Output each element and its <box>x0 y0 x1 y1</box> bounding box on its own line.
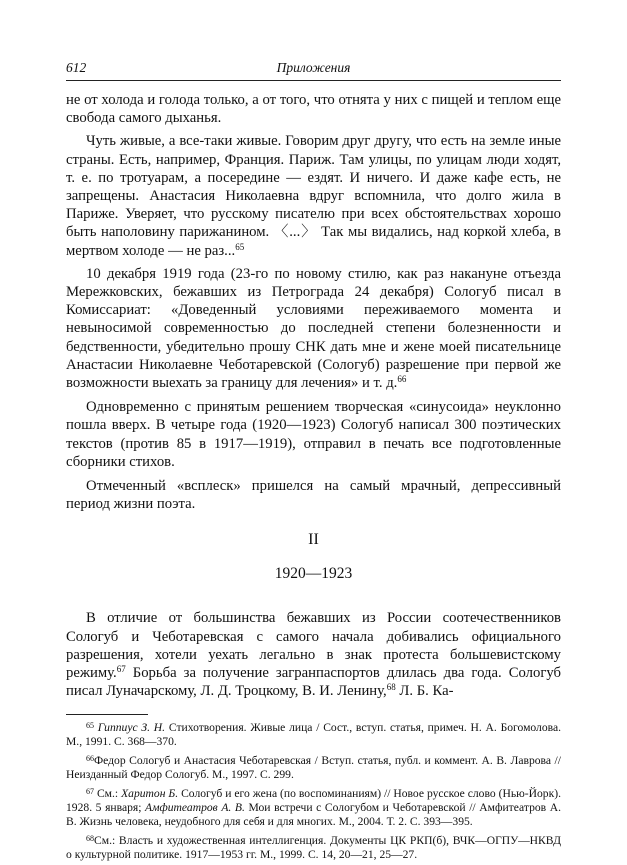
footnote-65 <box>66 719 561 749</box>
paragraph-3-text: 10 декабря 1919 года (23-го по новому стилю, как раз накануне отъезда Мережковских, бежавших из Петрограда 24 декабря) Сологуб писал в Комиссариат: «Доведенный условиями переживаемого момента и невыносимой современностью до последней степени болезненности и бедственности, убедительно прошу СНК дать мне и жене моей писательнице Анастасии Николаевне Чеботаревской (Сологуб) разрешение при первой же возможности выехать за границу для лечения» и т. д. <box>66 265 561 392</box>
footnote-ref-65[interactable]: 65 <box>235 241 245 252</box>
footnote-author: Гиппиус З. Н. <box>97 721 166 735</box>
footnote-text: См.: Власть и художественная интеллигенция. Документы ЦК РКП(б), ВЧК—ОГПУ—НКВД о культурной политике. 1917—1953 гг. М., 1999. С. 14, 20—21, 25—27. <box>66 834 561 862</box>
paragraph-6-text-a: В отличие от большинства бежавших из России соотечественников Сологуб и Чеботаревская с самого начала добивались официального разрешения, хотели уехать легально в знак протеста большевистскому режиму. <box>66 610 561 682</box>
section-text <box>66 609 561 700</box>
footnote-prefix: См.: <box>96 787 122 801</box>
footnote-number: 66 <box>86 754 94 764</box>
running-title: Приложения <box>276 60 351 75</box>
paragraph-6-text-c: Л. Б. Ка- <box>395 683 454 700</box>
paragraph-1 <box>66 91 561 127</box>
paragraph-5-text: Отмеченный «всплеск» пришелся на самый мрачный, депрессивный период жизни поэта. <box>66 478 561 513</box>
footnote-text: Федор Сологуб и Анастасия Чеботаревская / Вступ. статья, публ. и коммент. А. В. Лаврова // Неизданный Федор Сологуб. М., 1997. С. 299. <box>66 754 561 782</box>
paragraph-6 <box>66 609 561 700</box>
paragraph-6-text-b: Борьба за получение загранпаспортов длилась два года. Сологуб писал Луначарскому, Л. Д. Троцкому, В. И. Ленину, <box>66 665 561 700</box>
footnote-text: Сологуб и его жена (по воспоминаниям) // Новое русское слово (Нью-Йорк). 1928. 5 января; <box>66 787 562 815</box>
paragraph-1-text: не от холода и голода только, а от того, что отнята у них с пищей и теплом еще свобода самого дыханья. <box>66 92 561 127</box>
paragraph-4-text: Одновременно с принятым решением творческая «синусоида» неуклонно пошла вверх. В четыре года (1920—1923) Сологуб написал 300 поэтических текстов (против 85 в 1917—1919), отправил в печать все подготовленные сборники стихов. <box>66 399 561 470</box>
section-years: 1920—1923 <box>274 565 353 583</box>
footnote-ref-67[interactable]: 67 <box>116 664 126 675</box>
header-rule <box>66 80 561 81</box>
paragraph-5 <box>66 477 561 513</box>
footnote-67 <box>66 785 561 829</box>
footnote-rule <box>66 714 148 715</box>
paragraph-3 <box>66 265 561 392</box>
footnote-ref-68[interactable]: 68 <box>386 682 396 693</box>
paragraph-2 <box>66 132 561 259</box>
section-number: II <box>308 531 319 549</box>
footnotes <box>66 719 561 862</box>
footnote-68 <box>66 832 561 862</box>
footnote-author: Харитон Б. <box>121 787 179 801</box>
running-head <box>66 58 561 80</box>
footnote-66 <box>66 752 561 782</box>
footnote-number: 68 <box>86 834 94 844</box>
book-page <box>66 58 561 865</box>
footnote-text-2: Мои встречи с Сологубом и Чеботаревской // Амфитеатров А. В. Жизнь человека, неудобного для себя и для многих. М., 2004. Т. 2. С. 393—395. <box>66 801 562 829</box>
footnote-author-2: Амфитеатров А. В. <box>145 801 245 815</box>
main-text <box>66 91 561 513</box>
footnote-text: Стихотворения. Живые лица / Сост., вступ. статья, примеч. Н. А. Богомолова. М., 1991. С. 368—370. <box>66 721 562 749</box>
footnote-number: 65 <box>86 721 94 731</box>
paragraph-2-text: Чуть живые, а все-таки живые. Говорим друг другу, что есть на земле иные страны. Есть, например, Франция. Париж. Там улицы, по улицам люди ходят, т. е. по тротуарам, а посередине — ездят. И ничего. И даже кафе есть, не запрещены. Анастасия Николаевна вдруг вспомнила, что долго жила в Париже. Уверяет, что русскому писателю при всех обстоятельствах хорошо быть наполовину парижанином. 〈...〉 Так мы видались, над коркой хлеба, в мертвом холоде — не раз... <box>66 133 561 259</box>
footnote-number: 67 <box>86 787 94 797</box>
footnote-ref-66[interactable]: 66 <box>397 374 407 385</box>
paragraph-4 <box>66 398 561 471</box>
page-number: 612 <box>66 60 87 75</box>
